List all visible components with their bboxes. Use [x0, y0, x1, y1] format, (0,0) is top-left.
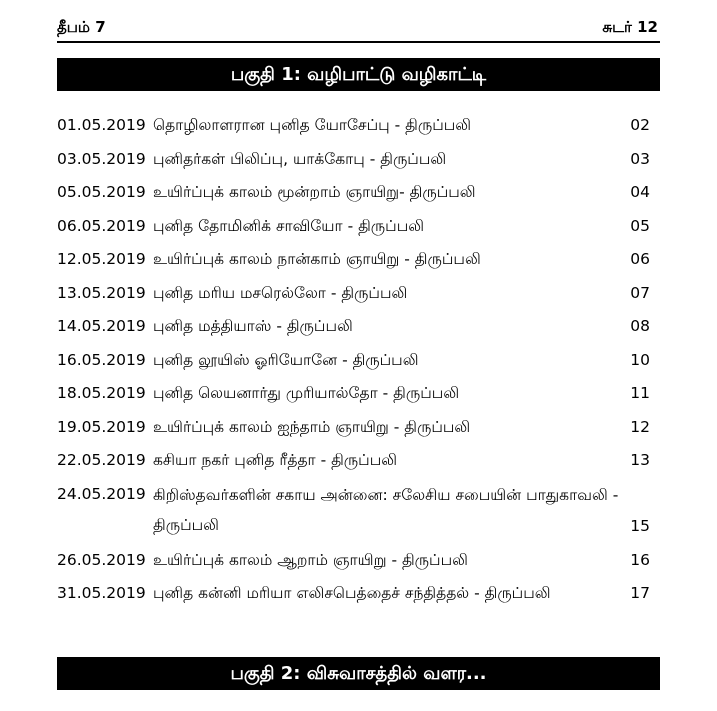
- volume-label: சுடர் 12: [602, 18, 658, 36]
- toc-date: 16.05.2019: [57, 350, 146, 369]
- toc-date: 26.05.2019: [57, 550, 146, 569]
- toc-page: 06: [630, 250, 650, 268]
- toc-page: 11: [630, 384, 650, 402]
- toc-row: [57, 481, 660, 547]
- toc-title: புனித லெயனார்து முரியால்தோ - திருப்பலி: [153, 384, 460, 402]
- toc-title: புனித மரிய மசரெல்லோ - திருப்பலி: [153, 283, 408, 302]
- page-header: [57, 15, 660, 43]
- toc-date: 03.05.2019: [57, 149, 146, 168]
- toc-row: [57, 580, 660, 614]
- issue-label: தீபம் 7: [57, 18, 106, 36]
- table-of-contents: [57, 112, 660, 614]
- section-1-banner: பகுதி 1: வழிபாட்டு வழிகாட்டி: [57, 58, 660, 91]
- toc-date: 18.05.2019: [57, 384, 146, 402]
- toc-date: 22.05.2019: [57, 451, 146, 469]
- toc-row: [57, 146, 660, 180]
- toc-title: புனிதர்கள் பிலிப்பு, யாக்கோபு - திருப்பலி: [153, 149, 447, 168]
- toc-date: 05.05.2019: [57, 183, 146, 201]
- toc-page: 10: [630, 350, 650, 369]
- toc-page: 03: [630, 149, 650, 168]
- toc-title: புனித மத்தியாஸ் - திருப்பலி: [153, 317, 353, 335]
- toc-page: 07: [630, 283, 650, 302]
- toc-date: 13.05.2019: [57, 283, 146, 302]
- toc-date: 06.05.2019: [57, 216, 146, 235]
- toc-page: 15: [630, 516, 650, 535]
- toc-row: [57, 547, 660, 581]
- toc-date: 01.05.2019: [57, 116, 146, 134]
- toc-row: [57, 380, 660, 414]
- toc-page: 12: [630, 417, 650, 436]
- toc-row: [57, 112, 660, 146]
- toc-title: உயிர்ப்புக் காலம் ஐந்தாம் ஞாயிறு - திருப்பலி: [153, 417, 471, 436]
- section-2-banner: பகுதி 2: விசுவாசத்தில் வளர...: [57, 657, 660, 690]
- toc-title: கிறிஸ்தவர்களின் சகாய அன்னை: சலேசிய சபையின் பாதுகாவலி - திருப்பலி: [153, 485, 619, 534]
- toc-row: [57, 414, 660, 448]
- toc-row: [57, 179, 660, 213]
- toc-title: புனித கன்னி மரியா எலிசபெத்தைச் சந்தித்தல் - திருப்பலி: [153, 584, 551, 602]
- toc-page: 16: [630, 550, 650, 569]
- toc-title: புனித லூயிஸ் ஓரியோனே - திருப்பலி: [153, 350, 419, 369]
- toc-page: 02: [630, 116, 650, 134]
- toc-page: 08: [630, 317, 650, 335]
- toc-title: கசியா நகர் புனித ரீத்தா - திருப்பலி: [153, 451, 398, 469]
- toc-date: 19.05.2019: [57, 417, 146, 436]
- toc-row: [57, 213, 660, 247]
- toc-row: [57, 280, 660, 314]
- toc-row: [57, 246, 660, 280]
- toc-page: 05: [630, 216, 650, 235]
- toc-page: 04: [630, 183, 650, 201]
- toc-row: [57, 347, 660, 381]
- toc-date: 12.05.2019: [57, 250, 146, 268]
- toc-page: 13: [630, 451, 650, 469]
- toc-title: உயிர்ப்புக் காலம் மூன்றாம் ஞாயிறு- திருப்பலி: [153, 183, 476, 201]
- toc-row: [57, 313, 660, 347]
- toc-row: [57, 447, 660, 481]
- toc-title: உயிர்ப்புக் காலம் நான்காம் ஞாயிறு - திருப்பலி: [153, 250, 481, 268]
- toc-date: 14.05.2019: [57, 317, 146, 335]
- toc-title: புனித தோமினிக் சாவியோ - திருப்பலி: [153, 216, 425, 235]
- toc-title: உயிர்ப்புக் காலம் ஆறாம் ஞாயிறு - திருப்பலி: [153, 550, 468, 569]
- toc-page: 17: [630, 584, 650, 602]
- toc-title: தொழிலாளரான புனித யோசேப்பு - திருப்பலி: [153, 116, 472, 134]
- toc-date: 24.05.2019: [57, 484, 146, 503]
- toc-date: 31.05.2019: [57, 584, 146, 602]
